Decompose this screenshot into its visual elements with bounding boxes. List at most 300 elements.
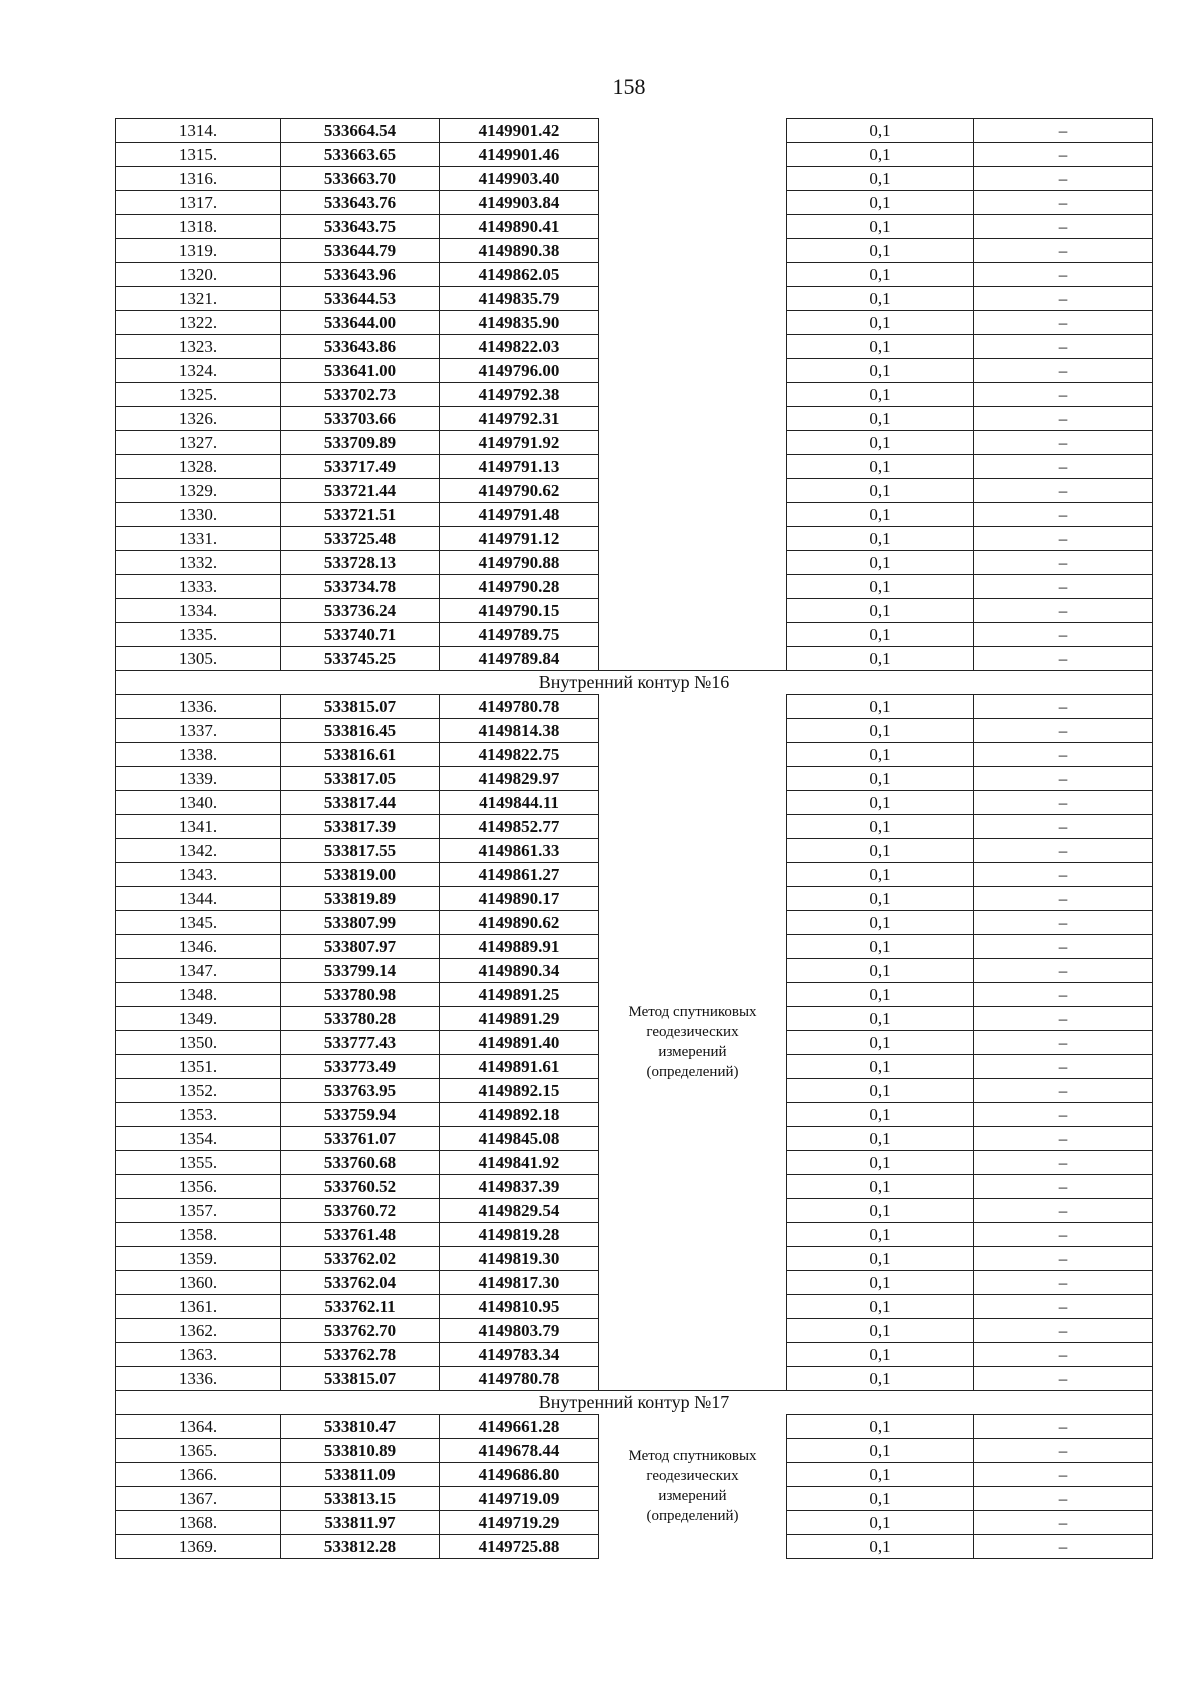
x-coordinate: 533810.89 <box>280 1438 439 1462</box>
table-row <box>115 550 1153 574</box>
x-coordinate: 533663.65 <box>280 142 439 166</box>
y-coordinate: 4149814.38 <box>439 718 599 742</box>
x-coordinate: 533643.96 <box>280 262 439 286</box>
point-number: 1337. <box>115 718 280 742</box>
point-number: 1362. <box>115 1318 280 1342</box>
accuracy: 0,1 <box>786 1150 973 1174</box>
x-coordinate: 533721.51 <box>280 502 439 526</box>
dash-value: – <box>973 334 1153 358</box>
table-border <box>115 1558 599 1559</box>
x-coordinate: 533702.73 <box>280 382 439 406</box>
point-number: 1355. <box>115 1150 280 1174</box>
table-row <box>115 190 1153 214</box>
point-number: 1365. <box>115 1438 280 1462</box>
point-number: 1335. <box>115 622 280 646</box>
dash-value: – <box>973 1198 1153 1222</box>
table-row <box>115 406 1153 430</box>
y-coordinate: 4149861.33 <box>439 838 599 862</box>
x-coordinate: 533761.48 <box>280 1222 439 1246</box>
dash-value: – <box>973 742 1153 766</box>
table-row <box>115 1102 1153 1126</box>
point-number: 1332. <box>115 550 280 574</box>
table-row <box>115 646 1153 670</box>
accuracy: 0,1 <box>786 1054 973 1078</box>
x-coordinate: 533762.02 <box>280 1246 439 1270</box>
accuracy: 0,1 <box>786 694 973 718</box>
y-coordinate: 4149822.75 <box>439 742 599 766</box>
x-coordinate: 533760.68 <box>280 1150 439 1174</box>
y-coordinate: 4149790.28 <box>439 574 599 598</box>
accuracy: 0,1 <box>786 646 973 670</box>
accuracy: 0,1 <box>786 1366 973 1390</box>
accuracy: 0,1 <box>786 1462 973 1486</box>
dash-value: – <box>973 718 1153 742</box>
x-coordinate: 533817.44 <box>280 790 439 814</box>
table-row <box>115 958 1153 982</box>
y-coordinate: 4149783.34 <box>439 1342 599 1366</box>
dash-value: – <box>973 1534 1153 1558</box>
dash-value: – <box>973 1462 1153 1486</box>
dash-value: – <box>973 934 1153 958</box>
dash-value: – <box>973 838 1153 862</box>
y-coordinate: 4149791.48 <box>439 502 599 526</box>
table-row <box>115 526 1153 550</box>
point-number: 1331. <box>115 526 280 550</box>
x-coordinate: 533740.71 <box>280 622 439 646</box>
x-coordinate: 533817.55 <box>280 838 439 862</box>
y-coordinate: 4149862.05 <box>439 262 599 286</box>
point-number: 1319. <box>115 238 280 262</box>
table-row <box>115 454 1153 478</box>
x-coordinate: 533703.66 <box>280 406 439 430</box>
method-note-line: измерений <box>658 1488 727 1504</box>
dash-value: – <box>973 1174 1153 1198</box>
table-row <box>115 862 1153 886</box>
point-number: 1351. <box>115 1054 280 1078</box>
y-coordinate: 4149810.95 <box>439 1294 599 1318</box>
table-row <box>115 1414 1153 1438</box>
accuracy: 0,1 <box>786 1030 973 1054</box>
point-number: 1342. <box>115 838 280 862</box>
accuracy: 0,1 <box>786 862 973 886</box>
point-number: 1346. <box>115 934 280 958</box>
dash-value: – <box>973 550 1153 574</box>
method-note <box>599 1002 786 1082</box>
y-coordinate: 4149835.79 <box>439 286 599 310</box>
method-note-line: геодезических <box>646 1468 739 1484</box>
table-row <box>115 310 1153 334</box>
table-row <box>115 574 1153 598</box>
dash-value: – <box>973 1486 1153 1510</box>
method-note <box>599 1446 786 1526</box>
y-coordinate: 4149678.44 <box>439 1438 599 1462</box>
accuracy: 0,1 <box>786 430 973 454</box>
point-number: 1360. <box>115 1270 280 1294</box>
y-coordinate: 4149861.27 <box>439 862 599 886</box>
x-coordinate: 533810.47 <box>280 1414 439 1438</box>
dash-value: – <box>973 238 1153 262</box>
y-coordinate: 4149890.17 <box>439 886 599 910</box>
point-number: 1336. <box>115 694 280 718</box>
x-coordinate: 533760.72 <box>280 1198 439 1222</box>
table-row <box>115 622 1153 646</box>
point-number: 1330. <box>115 502 280 526</box>
x-coordinate: 533815.07 <box>280 1366 439 1390</box>
x-coordinate: 533799.14 <box>280 958 439 982</box>
y-coordinate: 4149852.77 <box>439 814 599 838</box>
dash-value: – <box>973 1150 1153 1174</box>
accuracy: 0,1 <box>786 886 973 910</box>
accuracy: 0,1 <box>786 382 973 406</box>
x-coordinate: 533663.70 <box>280 166 439 190</box>
accuracy: 0,1 <box>786 118 973 142</box>
point-number: 1369. <box>115 1534 280 1558</box>
y-coordinate: 4149796.00 <box>439 358 599 382</box>
x-coordinate: 533807.97 <box>280 934 439 958</box>
table-row <box>115 334 1153 358</box>
accuracy: 0,1 <box>786 1078 973 1102</box>
point-number: 1305. <box>115 646 280 670</box>
accuracy: 0,1 <box>786 958 973 982</box>
dash-value: – <box>973 958 1153 982</box>
table-row <box>115 838 1153 862</box>
accuracy: 0,1 <box>786 1318 973 1342</box>
y-coordinate: 4149890.41 <box>439 214 599 238</box>
accuracy: 0,1 <box>786 1486 973 1510</box>
accuracy: 0,1 <box>786 478 973 502</box>
table-row <box>115 118 1153 142</box>
y-coordinate: 4149791.12 <box>439 526 599 550</box>
y-coordinate: 4149903.40 <box>439 166 599 190</box>
x-coordinate: 533643.86 <box>280 334 439 358</box>
point-number: 1350. <box>115 1030 280 1054</box>
table-row <box>115 886 1153 910</box>
x-coordinate: 533759.94 <box>280 1102 439 1126</box>
dash-value: – <box>973 142 1153 166</box>
x-coordinate: 533780.28 <box>280 1006 439 1030</box>
accuracy: 0,1 <box>786 502 973 526</box>
table-row <box>115 1150 1153 1174</box>
table-row <box>115 358 1153 382</box>
point-number: 1321. <box>115 286 280 310</box>
accuracy: 0,1 <box>786 1534 973 1558</box>
x-coordinate: 533643.75 <box>280 214 439 238</box>
page-number: 158 <box>612 74 646 99</box>
y-coordinate: 4149841.92 <box>439 1150 599 1174</box>
table-row <box>115 502 1153 526</box>
point-number: 1356. <box>115 1174 280 1198</box>
dash-value: – <box>973 694 1153 718</box>
accuracy: 0,1 <box>786 1198 973 1222</box>
dash-value: – <box>973 1102 1153 1126</box>
x-coordinate: 533819.89 <box>280 886 439 910</box>
accuracy: 0,1 <box>786 1246 973 1270</box>
y-coordinate: 4149891.61 <box>439 1054 599 1078</box>
accuracy: 0,1 <box>786 1102 973 1126</box>
x-coordinate: 533643.76 <box>280 190 439 214</box>
accuracy: 0,1 <box>786 1294 973 1318</box>
point-number: 1329. <box>115 478 280 502</box>
point-number: 1345. <box>115 910 280 934</box>
table-row <box>115 214 1153 238</box>
accuracy: 0,1 <box>786 286 973 310</box>
accuracy: 0,1 <box>786 598 973 622</box>
accuracy: 0,1 <box>786 982 973 1006</box>
dash-value: – <box>973 190 1153 214</box>
x-coordinate: 533644.00 <box>280 310 439 334</box>
x-coordinate: 533811.09 <box>280 1462 439 1486</box>
point-number: 1343. <box>115 862 280 886</box>
y-coordinate: 4149901.46 <box>439 142 599 166</box>
point-number: 1333. <box>115 574 280 598</box>
accuracy: 0,1 <box>786 358 973 382</box>
dash-value: – <box>973 214 1153 238</box>
dash-value: – <box>973 1222 1153 1246</box>
dash-value: – <box>973 1270 1153 1294</box>
x-coordinate: 533807.99 <box>280 910 439 934</box>
point-number: 1348. <box>115 982 280 1006</box>
dash-value: – <box>973 646 1153 670</box>
table-row <box>115 910 1153 934</box>
dash-value: – <box>973 382 1153 406</box>
x-coordinate: 533721.44 <box>280 478 439 502</box>
dash-value: – <box>973 478 1153 502</box>
x-coordinate: 533762.04 <box>280 1270 439 1294</box>
point-number: 1357. <box>115 1198 280 1222</box>
point-number: 1347. <box>115 958 280 982</box>
x-coordinate: 533761.07 <box>280 1126 439 1150</box>
x-coordinate: 533816.45 <box>280 718 439 742</box>
accuracy: 0,1 <box>786 622 973 646</box>
point-number: 1341. <box>115 814 280 838</box>
accuracy: 0,1 <box>786 1006 973 1030</box>
table-row <box>115 814 1153 838</box>
y-coordinate: 4149889.91 <box>439 934 599 958</box>
point-number: 1315. <box>115 142 280 166</box>
accuracy: 0,1 <box>786 574 973 598</box>
dash-value: – <box>973 262 1153 286</box>
y-coordinate: 4149829.97 <box>439 766 599 790</box>
accuracy: 0,1 <box>786 1222 973 1246</box>
dash-value: – <box>973 886 1153 910</box>
x-coordinate: 533644.53 <box>280 286 439 310</box>
table-row <box>115 142 1153 166</box>
x-coordinate: 533725.48 <box>280 526 439 550</box>
y-coordinate: 4149890.34 <box>439 958 599 982</box>
y-coordinate: 4149891.25 <box>439 982 599 1006</box>
point-number: 1338. <box>115 742 280 766</box>
method-note-line: (определений) <box>646 1508 739 1524</box>
y-coordinate: 4149844.11 <box>439 790 599 814</box>
point-number: 1317. <box>115 190 280 214</box>
table-row <box>115 1174 1153 1198</box>
table-border <box>786 1558 1153 1559</box>
dash-value: – <box>973 1510 1153 1534</box>
y-coordinate: 4149822.03 <box>439 334 599 358</box>
x-coordinate: 533644.79 <box>280 238 439 262</box>
y-coordinate: 4149891.40 <box>439 1030 599 1054</box>
x-coordinate: 533641.00 <box>280 358 439 382</box>
dash-value: – <box>973 286 1153 310</box>
y-coordinate: 4149890.62 <box>439 910 599 934</box>
y-coordinate: 4149892.15 <box>439 1078 599 1102</box>
x-coordinate: 533762.70 <box>280 1318 439 1342</box>
dash-value: – <box>973 1318 1153 1342</box>
y-coordinate: 4149792.38 <box>439 382 599 406</box>
table-row <box>115 1318 1153 1342</box>
y-coordinate: 4149890.38 <box>439 238 599 262</box>
x-coordinate: 533728.13 <box>280 550 439 574</box>
point-number: 1323. <box>115 334 280 358</box>
dash-value: – <box>973 1030 1153 1054</box>
accuracy: 0,1 <box>786 1174 973 1198</box>
table-row <box>115 790 1153 814</box>
dash-value: – <box>973 1054 1153 1078</box>
x-coordinate: 533815.07 <box>280 694 439 718</box>
method-note-line: измерений <box>658 1044 727 1060</box>
point-number: 1326. <box>115 406 280 430</box>
accuracy: 0,1 <box>786 1438 973 1462</box>
point-number: 1320. <box>115 262 280 286</box>
y-coordinate: 4149901.42 <box>439 118 599 142</box>
point-number: 1361. <box>115 1294 280 1318</box>
section-title: Внутренний контур №16 <box>115 670 1153 694</box>
y-coordinate: 4149845.08 <box>439 1126 599 1150</box>
y-coordinate: 4149719.09 <box>439 1486 599 1510</box>
accuracy: 0,1 <box>786 766 973 790</box>
table-row <box>115 430 1153 454</box>
point-number: 1358. <box>115 1222 280 1246</box>
point-number: 1327. <box>115 430 280 454</box>
point-number: 1366. <box>115 1462 280 1486</box>
point-number: 1344. <box>115 886 280 910</box>
y-coordinate: 4149789.84 <box>439 646 599 670</box>
x-coordinate: 533745.25 <box>280 646 439 670</box>
table-row <box>115 1534 1153 1558</box>
dash-value: – <box>973 166 1153 190</box>
x-coordinate: 533736.24 <box>280 598 439 622</box>
dash-value: – <box>973 406 1153 430</box>
accuracy: 0,1 <box>786 742 973 766</box>
point-number: 1354. <box>115 1126 280 1150</box>
point-number: 1324. <box>115 358 280 382</box>
y-coordinate: 4149792.31 <box>439 406 599 430</box>
dash-value: – <box>973 526 1153 550</box>
method-note-line: геодезических <box>646 1024 739 1040</box>
dash-value: – <box>973 1366 1153 1390</box>
table-row <box>115 238 1153 262</box>
point-number: 1352. <box>115 1078 280 1102</box>
accuracy: 0,1 <box>786 1414 973 1438</box>
dash-value: – <box>973 814 1153 838</box>
table-row <box>115 1222 1153 1246</box>
y-coordinate: 4149819.28 <box>439 1222 599 1246</box>
accuracy: 0,1 <box>786 550 973 574</box>
dash-value: – <box>973 982 1153 1006</box>
y-coordinate: 4149803.79 <box>439 1318 599 1342</box>
x-coordinate: 533817.05 <box>280 766 439 790</box>
y-coordinate: 4149903.84 <box>439 190 599 214</box>
x-coordinate: 533817.39 <box>280 814 439 838</box>
x-coordinate: 533762.78 <box>280 1342 439 1366</box>
point-number: 1328. <box>115 454 280 478</box>
dash-value: – <box>973 1438 1153 1462</box>
table-row <box>115 742 1153 766</box>
y-coordinate: 4149791.13 <box>439 454 599 478</box>
y-coordinate: 4149789.75 <box>439 622 599 646</box>
point-number: 1359. <box>115 1246 280 1270</box>
point-number: 1325. <box>115 382 280 406</box>
dash-value: – <box>973 1246 1153 1270</box>
table-row <box>115 1366 1153 1390</box>
table-row <box>115 934 1153 958</box>
point-number: 1349. <box>115 1006 280 1030</box>
y-coordinate: 4149790.88 <box>439 550 599 574</box>
dash-value: – <box>973 430 1153 454</box>
accuracy: 0,1 <box>786 1342 973 1366</box>
point-number: 1367. <box>115 1486 280 1510</box>
y-coordinate: 4149719.29 <box>439 1510 599 1534</box>
accuracy: 0,1 <box>786 334 973 358</box>
accuracy: 0,1 <box>786 718 973 742</box>
x-coordinate: 533664.54 <box>280 118 439 142</box>
dash-value: – <box>973 1126 1153 1150</box>
accuracy: 0,1 <box>786 238 973 262</box>
table-row <box>115 1270 1153 1294</box>
dash-value: – <box>973 1294 1153 1318</box>
x-coordinate: 533819.00 <box>280 862 439 886</box>
accuracy: 0,1 <box>786 142 973 166</box>
dash-value: – <box>973 1006 1153 1030</box>
point-number: 1368. <box>115 1510 280 1534</box>
y-coordinate: 4149790.15 <box>439 598 599 622</box>
accuracy: 0,1 <box>786 934 973 958</box>
table-row <box>115 478 1153 502</box>
x-coordinate: 533760.52 <box>280 1174 439 1198</box>
table-row <box>115 598 1153 622</box>
dash-value: – <box>973 454 1153 478</box>
x-coordinate: 533709.89 <box>280 430 439 454</box>
dash-value: – <box>973 310 1153 334</box>
accuracy: 0,1 <box>786 166 973 190</box>
x-coordinate: 533773.49 <box>280 1054 439 1078</box>
x-coordinate: 533812.28 <box>280 1534 439 1558</box>
accuracy: 0,1 <box>786 790 973 814</box>
x-coordinate: 533777.43 <box>280 1030 439 1054</box>
method-note-line: (определений) <box>646 1064 739 1080</box>
x-coordinate: 533780.98 <box>280 982 439 1006</box>
point-number: 1353. <box>115 1102 280 1126</box>
y-coordinate: 4149780.78 <box>439 1366 599 1390</box>
method-note-line: Метод спутниковых <box>628 1448 757 1464</box>
x-coordinate: 533816.61 <box>280 742 439 766</box>
y-coordinate: 4149780.78 <box>439 694 599 718</box>
y-coordinate: 4149791.92 <box>439 430 599 454</box>
dash-value: – <box>973 1342 1153 1366</box>
table-row <box>115 694 1153 718</box>
x-coordinate: 533717.49 <box>280 454 439 478</box>
y-coordinate: 4149790.62 <box>439 478 599 502</box>
dash-value: – <box>973 1414 1153 1438</box>
y-coordinate: 4149661.28 <box>439 1414 599 1438</box>
y-coordinate: 4149817.30 <box>439 1270 599 1294</box>
dash-value: – <box>973 790 1153 814</box>
point-number: 1340. <box>115 790 280 814</box>
dash-value: – <box>973 862 1153 886</box>
y-coordinate: 4149891.29 <box>439 1006 599 1030</box>
dash-value: – <box>973 622 1153 646</box>
accuracy: 0,1 <box>786 190 973 214</box>
